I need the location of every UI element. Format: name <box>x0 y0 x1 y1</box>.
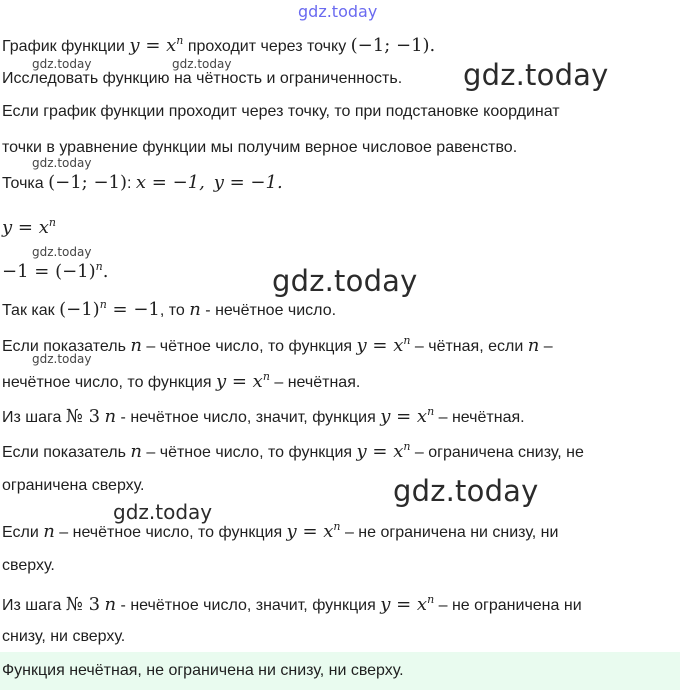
text: проходит через точку <box>183 38 351 55</box>
math-y: y <box>215 371 227 392</box>
math-y: y <box>380 406 391 427</box>
math-n: n <box>176 34 184 47</box>
line-parity-rule <box>2 334 553 356</box>
watermark-small: gdz.today <box>32 352 92 366</box>
math-minus1: −1 <box>133 299 160 320</box>
answer-box <box>0 652 680 690</box>
text: Если показатель <box>2 444 131 461</box>
line-substitution: Если график функции проходит через точку, то при подстановке координат <box>2 103 560 120</box>
text: – чётное число, то функция <box>141 338 357 355</box>
line-equality: точки в уравнение функции мы получим верное числовое равенство. <box>2 139 518 156</box>
math-eq: = <box>28 261 56 282</box>
line-parity-rule-cont <box>2 370 360 392</box>
math-x: x <box>323 521 334 542</box>
math-eq: = <box>139 35 167 56</box>
text: – нечётное число, то функция <box>54 524 287 541</box>
math-eq: = <box>12 217 39 238</box>
text: - нечётное число, значит, функция <box>116 597 381 614</box>
watermark-small: gdz.today <box>172 57 232 71</box>
math-eq: = <box>296 521 324 542</box>
math-n: n <box>427 405 435 418</box>
math-n: n <box>130 441 142 462</box>
line-unbounded-rule-cont: сверху. <box>2 557 55 574</box>
math-n: n <box>427 593 435 606</box>
math-n: n <box>403 440 411 453</box>
watermark-top: gdz.today <box>298 2 378 21</box>
math-step-no: № 3 <box>65 406 101 427</box>
text: Если показатель <box>2 338 131 355</box>
text: Так как <box>2 302 60 319</box>
line-bound-rule <box>2 440 584 462</box>
text: - нечётное число. <box>200 302 337 319</box>
math-x: x <box>416 406 428 427</box>
math-eq: = <box>366 441 394 462</box>
line-point-coords <box>2 172 283 193</box>
line-task: Исследовать функцию на чётность и ограниченность. <box>2 70 403 87</box>
text: Если <box>2 524 44 541</box>
text: – не ограничена ни <box>434 597 582 614</box>
text: , то <box>159 302 190 319</box>
math-dot: . <box>102 261 109 282</box>
math-n: n <box>333 520 341 533</box>
math-n: n <box>189 299 201 320</box>
math-n: n <box>99 298 107 311</box>
line-conclusion-bound <box>2 593 582 615</box>
text: : <box>127 175 136 192</box>
math-eq: = <box>366 335 394 356</box>
text: – ограничена снизу, не <box>410 444 584 461</box>
math-n: n <box>43 521 55 542</box>
math-x: x <box>416 594 428 615</box>
math-eq: = <box>390 594 417 615</box>
text: нечётное число, то функция <box>2 374 216 391</box>
math-eq: = <box>226 371 253 392</box>
text: . <box>429 35 436 56</box>
math-y: y <box>356 441 367 462</box>
watermark-large: gdz.today <box>393 474 539 508</box>
line-conclusion-bound-cont: снизу, ни сверху. <box>2 628 126 645</box>
text: График функции <box>2 38 130 55</box>
math-neg1-paren: (−1) <box>55 261 96 282</box>
line-bound-rule-cont: ограничена сверху. <box>2 477 145 494</box>
text: – не ограничена ни снизу, ни <box>340 524 559 541</box>
math-step-no: № 3 <box>65 594 101 615</box>
text: – <box>539 338 553 355</box>
line-unbounded-rule <box>2 520 558 542</box>
text: – чётное число, то функция <box>141 444 357 461</box>
watermark-small: gdz.today <box>32 57 92 71</box>
watermark-large: gdz.today <box>463 58 609 92</box>
math-n: n <box>130 335 142 356</box>
math-x-eq: x = −1, <box>135 172 205 193</box>
watermark-small: gdz.today <box>32 156 92 170</box>
math-x: x <box>166 35 177 56</box>
text: Из шага <box>2 597 66 614</box>
watermark-large: gdz.today <box>272 264 418 298</box>
line-formula <box>2 216 56 238</box>
math-y: y <box>286 521 297 542</box>
math-n: n <box>527 335 540 356</box>
math-eq: = <box>390 406 417 427</box>
math-point: (−1; −1) <box>48 172 128 193</box>
line-so-n-odd <box>2 298 336 320</box>
math-n: n <box>95 260 103 273</box>
math-y-eq: y = −1. <box>213 172 283 193</box>
math-y: y <box>356 335 367 356</box>
watermark-medium: gdz.today <box>113 500 213 524</box>
math-x: x <box>393 335 404 356</box>
math-y: y <box>2 217 13 238</box>
math-x: x <box>252 371 263 392</box>
math-n: n <box>104 594 117 615</box>
math-neg1-paren: (−1) <box>59 299 100 320</box>
math-n: n <box>403 334 411 347</box>
text: - нечётное число, значит, функция <box>116 409 381 426</box>
text: – чётная, если <box>410 338 528 355</box>
math-point: (−1; −1) <box>350 35 430 56</box>
answer-text: Функция нечётная, не ограничена ни снизу, ни сверху. <box>2 662 404 679</box>
text: – нечётная. <box>434 409 525 426</box>
math-x: x <box>38 217 49 238</box>
watermark-small: gdz.today <box>32 245 92 259</box>
line-conclusion-parity <box>2 405 525 427</box>
math-n: n <box>262 370 270 383</box>
math-eq: = <box>106 299 134 320</box>
line-substituted <box>2 260 109 282</box>
text: Точка <box>2 175 49 192</box>
math-y: y <box>129 35 140 56</box>
math-y: y <box>380 594 391 615</box>
math-x: x <box>393 441 404 462</box>
text: – нечётная. <box>269 374 361 391</box>
math-n: n <box>104 406 117 427</box>
math-minus1: −1 <box>2 261 29 282</box>
text: Из шага <box>2 409 66 426</box>
math-n: n <box>48 216 56 229</box>
line-function-graph <box>2 34 435 56</box>
